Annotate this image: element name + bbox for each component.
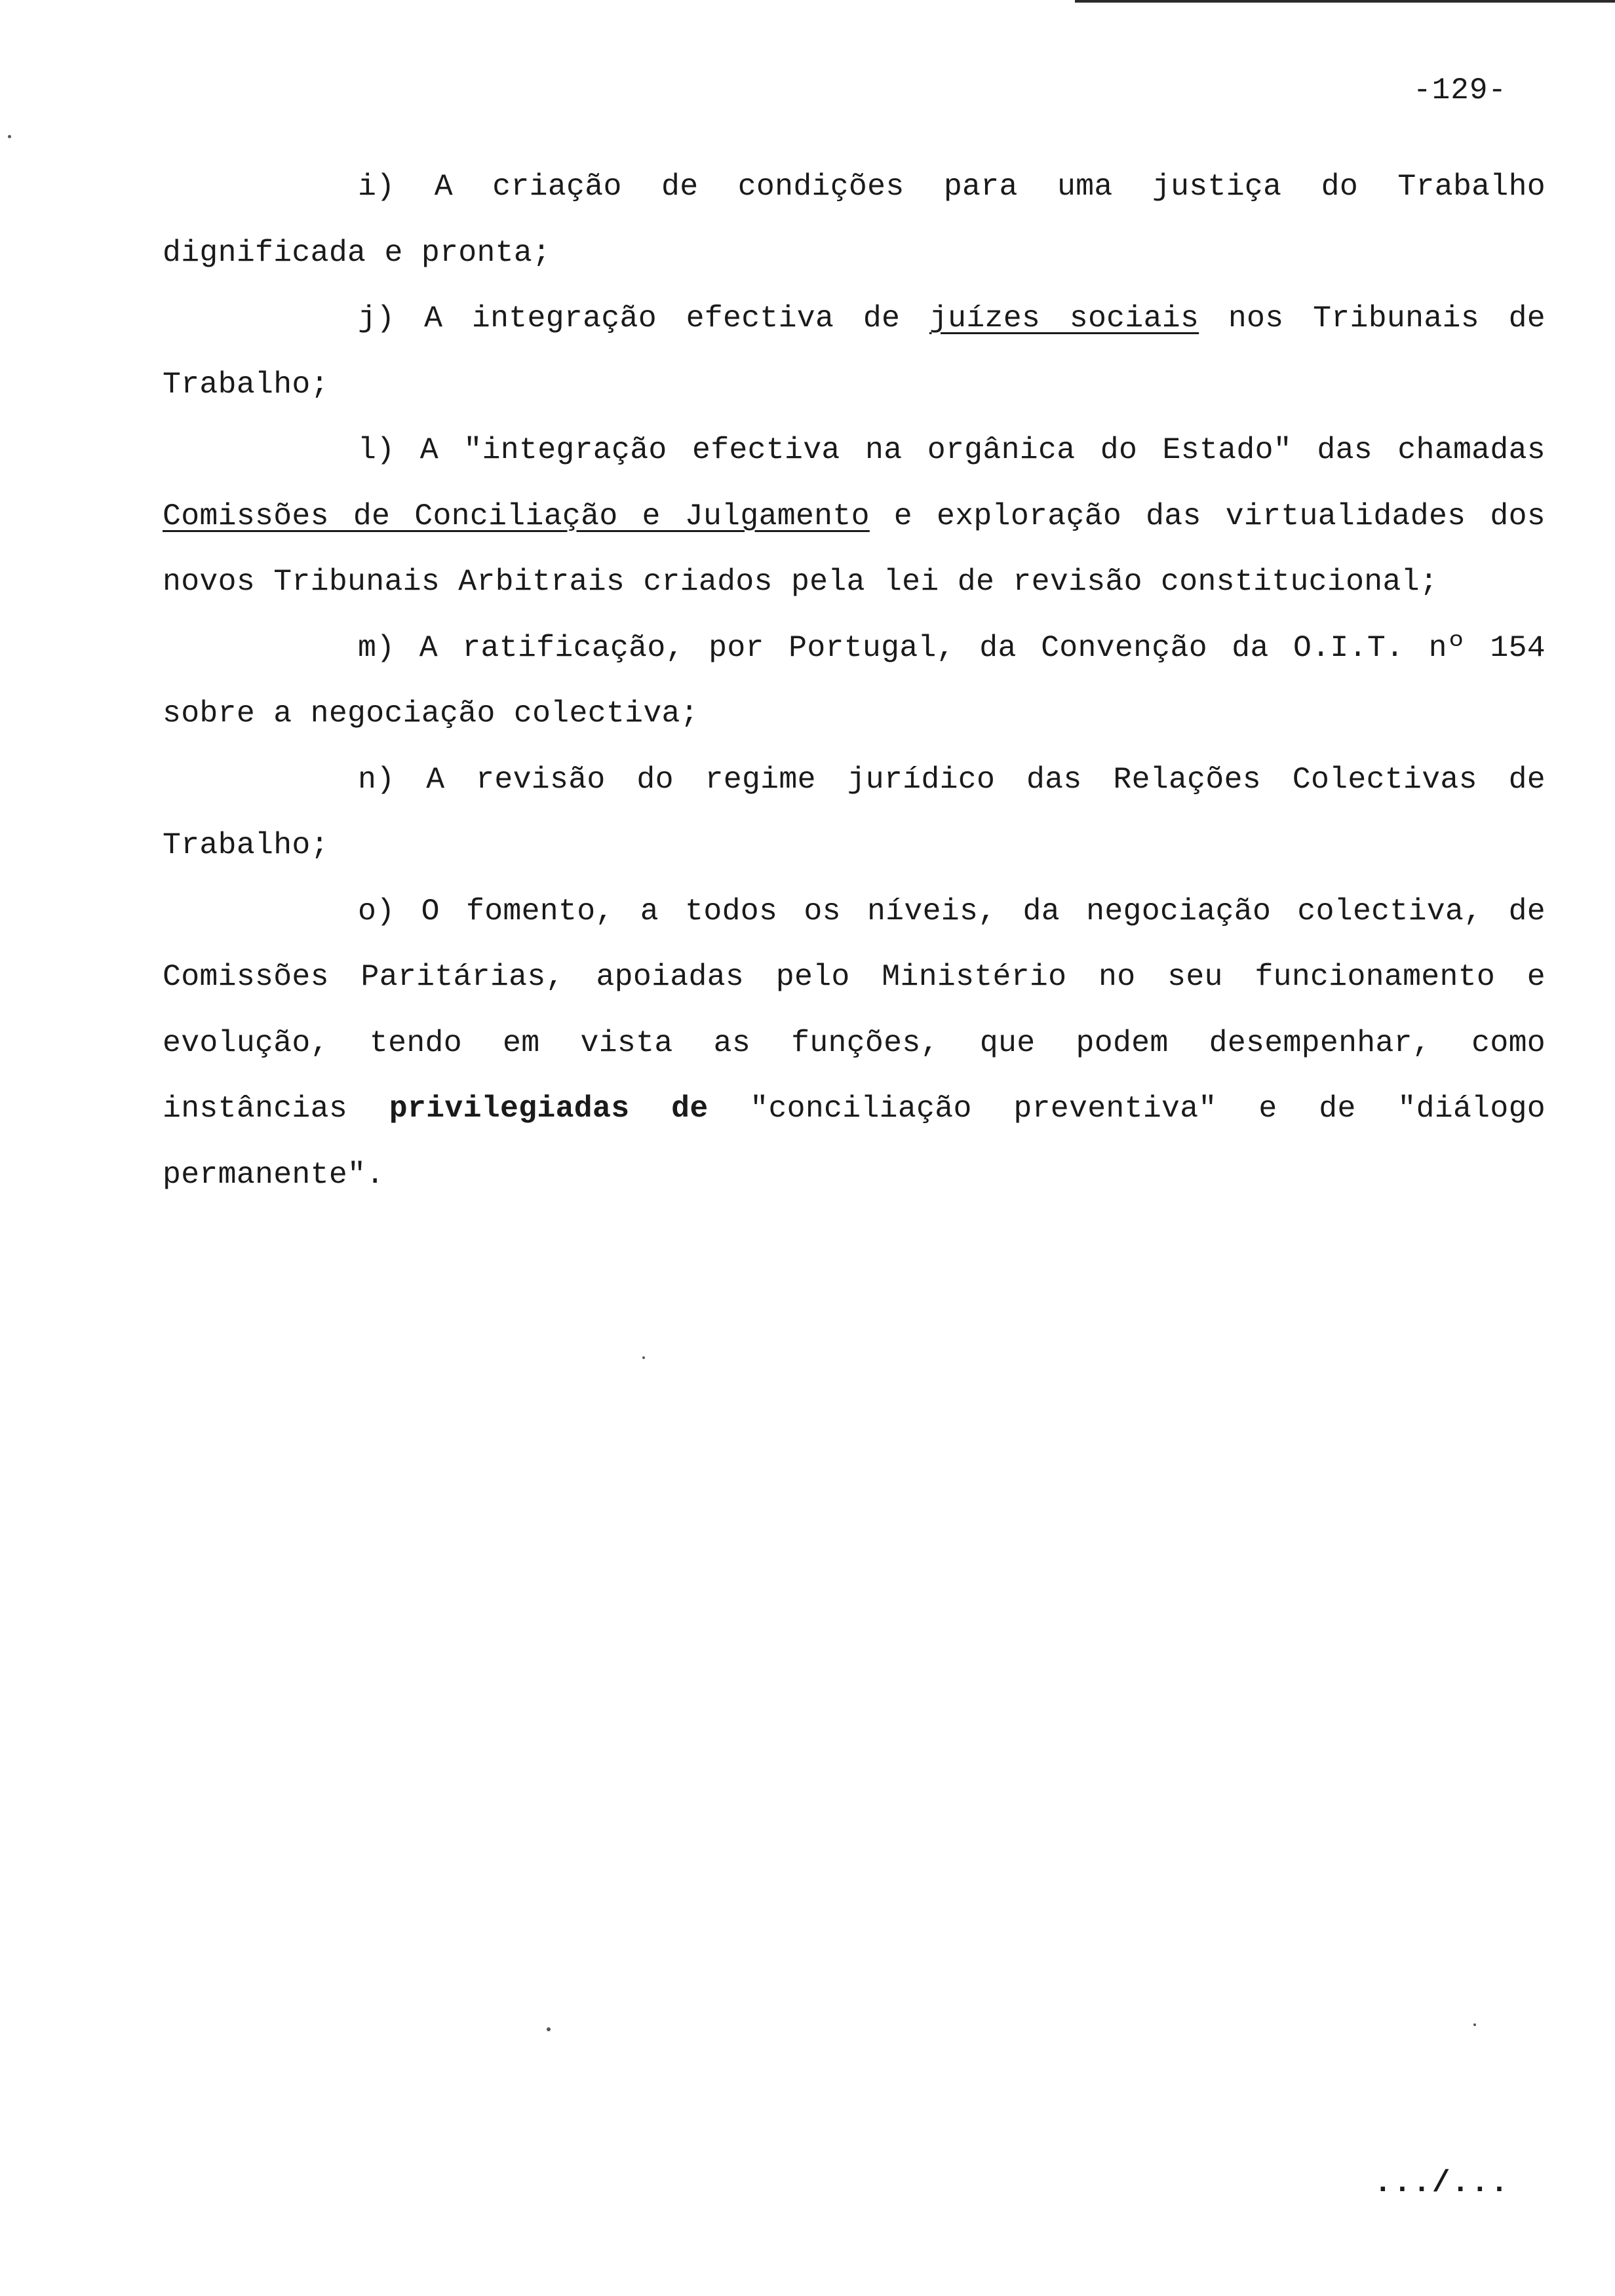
list-item-o [163,879,1546,1208]
top-border-line [1075,0,1615,3]
item-text: A integração efectiva de [424,301,929,335]
underlined-term: juízes sociais [929,301,1199,335]
bold-term: privilegiadas de [389,1091,709,1126]
list-item-j [163,286,1546,417]
scan-speck [1473,2023,1476,2026]
item-text-continued: nos Tribunais de Trabalho; [163,301,1546,402]
page-number: -129- [1413,73,1508,107]
item-text-continued: "conciliação preventiva" e de "diálogo permanente". [163,1091,1546,1192]
document-body [163,154,1546,1208]
list-item-l [163,417,1546,615]
item-marker: o) [358,893,395,928]
item-marker: j) [358,301,395,335]
item-text: A ratificação, por Portugal, da Convenção da O.I.T. nº 154 sobre a negociação colectiva; [163,630,1546,731]
item-text: A criação de condições para uma justiça do Trabalho dignificada e pronta; [163,169,1546,270]
item-text-continued: e exploração das virtualidades dos novos Tribunais Arbitrais criados pela lei de revisão constitucional; [163,498,1546,599]
item-marker: n) [358,761,395,797]
scan-speck [8,135,11,138]
item-text: O fomento, a todos os níveis, da negociação colectiva, de Comissões Paritárias, apoiadas pelo Ministério no seu funcionamento e evolução, tendo em vista as funções, que podem desempenhar, como instâncias [163,893,1546,1126]
item-marker: l) [358,432,395,467]
item-text: A "integração efectiva na orgânica do Estado" das chamadas [419,432,1546,467]
list-item-m [163,615,1546,747]
list-item-n [163,747,1546,879]
scan-speck [642,1356,645,1359]
underlined-term: Comissões de Conciliação e Julgamento [163,498,870,533]
item-text: A revisão do regime jurídico das Relações Colectivas de Trabalho; [163,761,1546,862]
continuation-marker: .../... [1374,2166,1510,2200]
item-marker: m) [358,630,395,665]
list-item-i [163,154,1546,286]
scan-speck [547,2027,551,2031]
item-marker: i) [358,169,395,204]
